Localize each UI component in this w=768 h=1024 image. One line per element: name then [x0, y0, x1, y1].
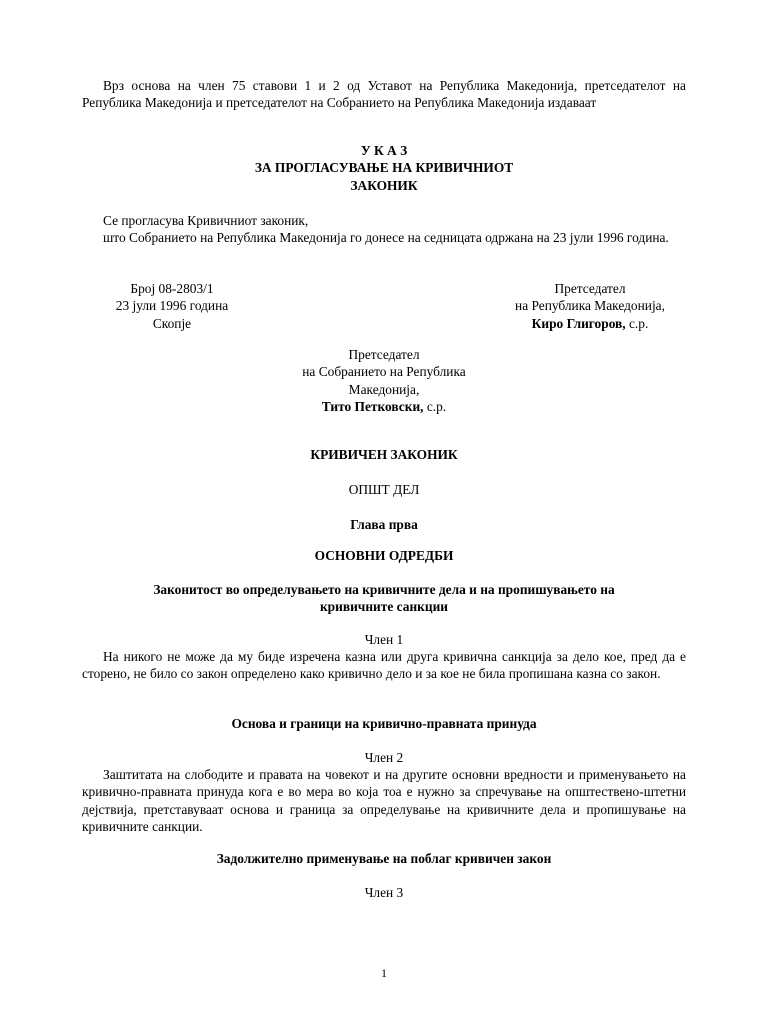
- intro-paragraph: Врз основа на член 75 ставови 1 и 2 од Уставот на Република Македонија, претседателот на Република Македонија и претседателот на Собранието на Република Македонија издаваат: [82, 78, 686, 111]
- section-1-heading-line-1: Законитост во определувањето на кривичните дела и на пропишувањето на: [153, 582, 615, 597]
- section-1-heading-line-2: кривичните санкции: [319, 599, 449, 615]
- article-1-label: Член 1: [364, 632, 404, 647]
- president-signature-block: [480, 280, 700, 332]
- president-title: Претседател: [554, 281, 626, 296]
- article-3-label: Член 3: [364, 885, 404, 900]
- assembly-president-block: [270, 346, 498, 415]
- president-org: на Република Македонија,: [515, 298, 665, 314]
- left-signature-block: [82, 280, 262, 332]
- assembly-president-org-2: Македонија,: [348, 381, 420, 397]
- section-1-heading: [82, 581, 686, 616]
- section-2-heading: Основа и граници на кривично-правната принуда: [231, 716, 537, 731]
- document-date: 23 јули 1996 година: [115, 298, 229, 314]
- assembly-president-org-1: на Собранието на Република: [302, 364, 466, 380]
- general-part-heading: ОПШТ ДЕЛ: [348, 482, 420, 497]
- chapter-title: ОСНОВНИ ОДРЕДБИ: [314, 548, 454, 563]
- decree-subtitle-2: ЗАКОНИК: [350, 177, 418, 193]
- code-title: КРИВИЧЕН ЗАКОНИК: [310, 447, 458, 462]
- president-signature: [480, 315, 700, 332]
- article-1-text: На никого не може да му биде изречена казна или друга кривична санкција за дело кое, пред да е сторено, не било со закон определено како кривично дело и за кое не била пропишана казна со закон.: [82, 649, 686, 682]
- assembly-president-title: Претседател: [348, 347, 420, 362]
- article-2-text: Заштитата на слободите и правата на човекот и на другите основни вредности и применувањето на кривично-правната принуда кога е во мера во која тоа е нужно за спречување на општествено-штетни дејствија, претставуваат основа и граница за определување на кривичните дела и пропишување на кривичните санкции.: [82, 767, 686, 834]
- assembly-president-name: Тито Петковски,: [321, 398, 424, 414]
- president-name: Киро Глигоров,: [531, 315, 626, 331]
- assembly-president-suffix: с.р.: [423, 398, 447, 414]
- section-3-heading: Задолжително применување на поблаг кривичен закон: [216, 851, 552, 866]
- decree-subtitle-1: ЗА ПРОГЛАСУВАЊЕ НА КРИВИЧНИОТ: [254, 160, 514, 176]
- decree-title: У К А З: [360, 143, 408, 158]
- decree-heading: [82, 142, 686, 194]
- document-number: Број 08-2803/1: [130, 281, 214, 296]
- assembly-president-signature: [270, 398, 498, 415]
- page-number: 1: [381, 966, 387, 980]
- chapter-heading: Глава прва: [350, 517, 418, 532]
- president-suffix: с.р.: [625, 315, 649, 331]
- proclaim-line-2: што Собранието на Република Македонија го донесе на седницата одржана на 23 јули 1996 година.: [103, 230, 669, 245]
- document-place: Скопје: [152, 315, 192, 331]
- article-2-label: Член 2: [364, 750, 404, 765]
- proclaim-line-1: Се прогласува Кривичниот законик,: [103, 213, 309, 228]
